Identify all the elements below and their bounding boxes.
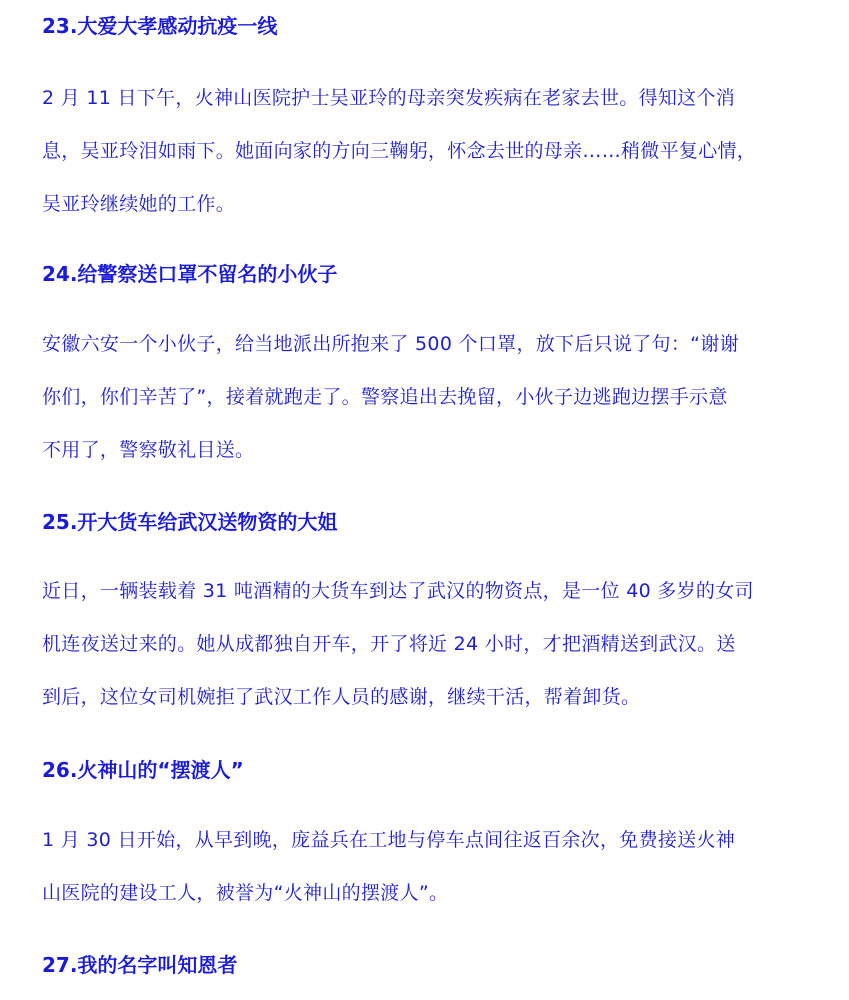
section-heading-23: 23.大爱大孝感动抗疫一线 <box>42 14 278 38</box>
paragraph-line: 1 月 30 日开始，从早到晚，庞益兵在工地与停车点间往返百余次，免费接送火神 <box>42 829 736 851</box>
paragraph-line: 近日，一辆装载着 31 吨酒精的大货车到达了武汉的物资点，是一位 40 多岁的女司 <box>42 580 754 602</box>
paragraph-line: 2 月 11 日下午，火神山医院护士吴亚玲的母亲突发疾病在老家去世。得知这个消 <box>42 87 736 109</box>
section-heading-26: 26.火神山的“摆渡人” <box>42 758 244 782</box>
section-heading-25: 25.开大货车给武汉送物资的大姐 <box>42 510 338 534</box>
section-paragraph-26 <box>42 814 817 920</box>
section-paragraph-25 <box>42 565 817 724</box>
section-paragraph-24 <box>42 318 817 477</box>
paragraph-line: 山医院的建设工人，被誉为“火神山的摆渡人”。 <box>42 882 449 904</box>
paragraph-line: 息，吴亚玲泪如雨下。她面向家的方向三鞠躬，怀念去世的母亲……稍微平复心情， <box>42 140 757 162</box>
paragraph-line: 到后，这位女司机婉拒了武汉工作人员的感谢，继续干活，帮着卸货。 <box>42 686 641 708</box>
paragraph-line: 你们，你们辛苦了”，接着就跑走了。警察追出去挽留，小伙子边逃跑边摆手示意 <box>42 386 728 408</box>
paragraph-line: 机连夜送过来的。她从成都独自开车，开了将近 24 小时，才把酒精送到武汉。送 <box>42 633 736 655</box>
paragraph-line: 安徽六安一个小伙子，给当地派出所抱来了 500 个口罩，放下后只说了句：“谢谢 <box>42 333 739 355</box>
paragraph-line: 吴亚玲继续她的工作。 <box>42 193 236 215</box>
paragraph-line: 不用了，警察敬礼目送。 <box>42 439 255 461</box>
section-heading-27: 27.我的名字叫知恩者 <box>42 953 238 977</box>
section-heading-24: 24.给警察送口罩不留名的小伙子 <box>42 262 338 286</box>
section-paragraph-23 <box>42 72 817 231</box>
